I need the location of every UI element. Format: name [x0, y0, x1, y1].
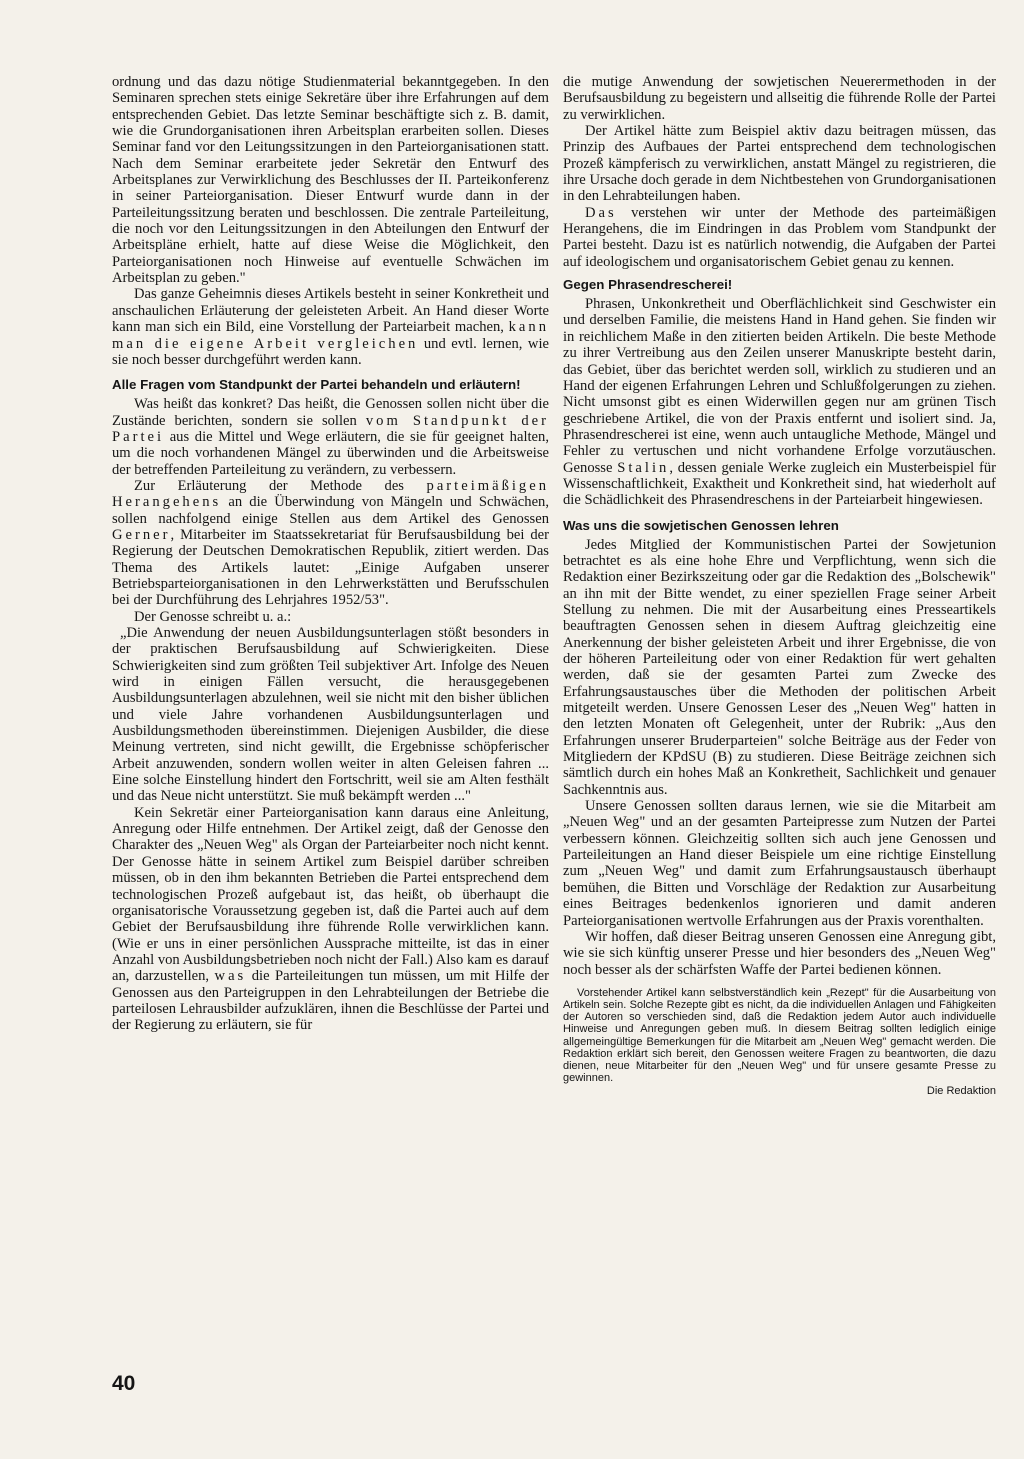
- right-column: [563, 74, 996, 1097]
- section-heading: Alle Fragen vom Standpunkt der Partei behandeln und erläutern!: [112, 377, 521, 393]
- paragraph: Jedes Mitglied der Kommunistischen Partei der Sowjetunion betrachtet es als eine hohe Ehre und Verpflichtung, wenn sich die Redaktion einer Bezirkszeitung oder gar die Redaktion des „Bolschewik" an ihn mit der Bitte wendet, zu einer speziellen Frage seiner Arbeit Stellung zu nehmen. Die mit der Ausarbeitung eines Presseartikels beauftragten Genossen sehen in diesem Auftrag gleichzeitig eine Anerkennung der bisher geleisteten Arbeit und ihrer Ergebnisse, die von der höheren Parteileitung oder von einer Redaktion für wert gehalten werden, daß sie der gesamten Partei zum Zwecke des Erfahrungsaustausches über die Methoden der politischen Arbeit mitgeteilt werden. Unsere Genossen Leser des „Neuen Weg" hatten in den letzten Monaten oft Gelegenheit, unter der Rubrik: „Aus den Erfahrungen unserer Bruderparteien" solche Beiträge aus der Feder von Mitgliedern der KPdSU (B) zu studieren. Diese Beiträge zeichnen sich sämtlich durch ein hohes Maß an Konkretheit, Sachlichkeit und genauer Sachkenntnis aus.: [563, 536, 996, 798]
- paragraph: die mutige Anwendung der sowjetischen Neuerermethoden in der Berufsausbildung zu begeistern und allseitig die führende Rolle der Partei zu verwirklichen.: [563, 74, 996, 123]
- paragraph: ordnung und das dazu nötige Studienmaterial bekanntgegeben. In den Seminaren sprechen stets einige Sekretäre über ihre Erfahrungen auf dem entsprechenden Gebiet. Das letzte Seminar beschäftigte sich z. B. damit, wie die Grundorganisationen ihren Arbeitsplan erarbeiten sollen. Dieses Seminar fand vor den Leitungssitzungen in den Parteiorganisationen statt. Nach dem Seminar erarbeitete jeder Sekretär den Entwurf des Arbeitsplanes zur Verwirklichung des Beschlusses der II. Parteikonferenz in seiner Parteiorganisation. Dieser Entwurf wurde dann in der Parteileitungssitzung beraten und beschlossen. Die zentrale Parteileitung, die noch vor den Leitungssitzungen in den Abteilungen den Entwurf der Arbeitspläne erhielt, hatte auf diese Weise die Möglichkeit, den Parteiorganisationen noch Hinweise auf eventuelle Schwächen im Arbeitsplan zu geben.": [112, 74, 549, 287]
- paragraph: Phrasen, Unkonkretheit und Oberflächlichkeit sind Geschwister ein und derselben Familie, die meistens Hand in Hand gehen. Sie finden wir in reichlichem Maße in den zitierten beiden Artikeln. Die beste Methode zu ihrer Vertreibung aus den Zeilen unserer Manuskripte besteht darin, das Gebiet, über das berichtet werden soll, wirklich zu studieren und an Hand der eigenen Erfahrungen Lehren und Schlußfolgerungen zu ziehen. Nicht umsonst gibt es einen Widerwillen gegen nur am grünen Tisch geschriebene Artikel, die von der Praxis entfernt und isoliert sind. Ja, Phrasendrescherei ist eine, wenn auch untaugliche Methode, Mängel und Fehler zu vertuschen und nicht vorhandene Erfolge vorzutäuschen. Genosse Stalin, dessen geniale Werke zugleich ein Musterbeispiel für Wissenschaftlichkeit, Exaktheit und Konkretheit sind, hat wiederholt auf die Schädlichkeit des Phrasendreschens in der Parteiarbeit hingewiesen.: [563, 296, 996, 509]
- quotation: „Die Anwendung der neuen Ausbildungsunterlagen stößt besonders in der praktischen Berufsausbildung auf Schwierigkeiten. Diese Schwierigkeiten sind zum größten Teil subjektiver Art. Infolge des Neuen wird in einigen Fällen versucht, die herausgegebenen Ausbildungsunterlagen abzulehnen, weil sie nicht mit den bisher üblichen und viele Jahre vorhandenen Ausbildungsunterlagen und Ausbildungsmethoden übereinstimmen. Diejenigen Ausbilder, die diese Meinung vertreten, sind nicht gewillt, die Ergebnisse schöpferischer Arbeit anzuwenden, sondern wollen weiter in alten Geleisen fahren ... Eine solche Einstellung hindert den Fortschritt, weil sie am Alten festhält und das Neue nicht unterstützt. Sie muß bekämpft werden ...": [112, 625, 549, 805]
- paragraph: Kein Sekretär einer Parteiorganisation kann daraus eine Anleitung, Anregung oder Hilfe entnehmen. Der Artikel zeigt, daß der Genosse den Charakter des „Neuen Weg" als Organ der Parteiarbeiter noch nicht kennt. Der Genosse hätte in seinem Artikel zum Beispiel darüber schreiben müssen, ob in den ihm bekannten Betrieben die Partei entsprechend dem technologischen Prozeß aufgebaut ist, das heißt, ob überhaupt die organisatorische Voraussetzung gegeben ist, daß die Partei auch auf dem Gebiet der Berufsausbildung ihre führende Rolle verwirklichen kann. (Wie er uns in einer persönlichen Aussprache mitteilte, ist das in einer Anzahl von Ausbildungsbetrieben noch nicht der Fall.) Also kam es darauf an, darzustellen, was die Parteileitungen tun müssen, um mit Hilfe der Genossen aus den Parteigruppen in den Lehrabteilungen der Betriebe die parteilosen Lehrausbilder aufzuklären, ihnen die Beschlüsse der Partei und der Regierung zu erläutern, sie für: [112, 804, 549, 1034]
- section-heading: Gegen Phrasendrescherei!: [563, 277, 733, 293]
- paragraph: Der Genosse schreibt u. a.:: [134, 608, 292, 625]
- paragraph: Der Artikel hätte zum Beispiel aktiv dazu beitragen müssen, das Prinzip des Aufbaues der Partei entsprechend dem technologischen Prozeß kämpferisch zu verwirklichen, anstatt Mängel zu registrieren, die ihre Ursache doch gerade in dem Nichtbestehen von Grundorganisationen in den Lehrabteilungen haben.: [563, 123, 996, 205]
- section-heading: Was uns die sowjetischen Genossen lehren: [563, 517, 839, 533]
- editorial-note: Vorstehender Artikel kann selbstverständlich kein „Rezept" für die Ausarbeitung von Artikeln sein. Solche Rezepte gibt es nicht, da die individuellen Anlagen und Fähigkeiten der Autoren so verschieden sind, daß die Redaktion jedem Autor auch individuelle Hinweise und Anregungen geben muß. In diesem Beitrag sollten lediglich einige allgemeingültige Bemerkungen für die Mitarbeit am „Neuen Weg" gemacht werden. Die Redaktion erklärt sich bereit, den Genossen weitere Fragen zu beantworten, die dazu dienen, neue Mitarbeiter für den „Neuen Weg" und für unsere gesamte Presse zu gewinnen. Die Redaktion: [563, 986, 996, 1097]
- page-number: 40: [112, 1372, 136, 1395]
- paragraph: Das ganze Geheimnis dieses Artikels besteht in seiner Konkretheit und anschaulichen Erläuterung der geleisteten Arbeit. An Hand dieser Worte kann man sich ein Bild, eine Vorstellung der Parteiarbeit machen, kann man die eigene Arbeit vergleichen und evtl. lernen, wie sie noch besser durchgeführt werden kann.: [112, 286, 549, 368]
- paragraph: Wir hoffen, daß dieser Beitrag unseren Genossen eine Anregung gibt, wie sie sich künftig unserer Presse und hier besonders des „Neuen Weg" noch besser als der schärfsten Waffe der Partei bedienen können.: [563, 928, 996, 978]
- left-column: [112, 74, 549, 1034]
- editorial-signature: Die Redaktion: [926, 1084, 996, 1097]
- paragraph: Zur Erläuterung der Methode des parteimäßigen Herangehens an die Überwindung von Mängeln und Schwächen, sollen nachfolgend einige Stellen aus dem Artikel des Genossen Gerner, Mitarbeiter im Staatssekretariat für Berufsausbildung bei der Regierung der Deutschen Demokratischen Republik, zitiert werden. Das Thema des Artikels lautet: „Einige Aufgaben unserer Betriebsparteiorganisationen in den Lehrwerkstätten und Berufsschulen bei der Durchführung des Lehrjahres 1952/53".: [112, 477, 550, 609]
- paragraph: Unsere Genossen sollten daraus lernen, wie sie die Mitarbeit am „Neuen Weg" und an der gesamten Parteipresse zum Nutzen der Partei verbessern können. Gleichzeitig sollten sich auch jene Genossen und Parteileitungen an Hand dieser Beispiele um eine richtige Einstellung zum „Neuen Weg" und damit zum Erfahrungsaustausch überhaupt bemühen, die Bitten und Vorschläge der Redaktion zur Ausarbeitung eines Beitrages bedenkenlos ignorieren und damit anderen Parteiorganisationen wertvolle Erfahrungen aus der Praxis vorenthalten.: [563, 798, 996, 929]
- paragraph: Was heißt das konkret? Das heißt, die Genossen sollen nicht über die Zustände berichten, sondern sie sollen vom Standpunkt der Partei aus die Mittel und Wege erläutern, die sie für geeignet halten, um die noch vorhandenen Mängel zu überwinden und die Arbeitsweise der betreffenden Parteileitung zu verändern, zu verbessern.: [112, 396, 549, 478]
- paragraph: Das verstehen wir unter der Methode des parteimäßigen Herangehens, die im Eindringen in das Problem vom Standpunkt der Partei besteht. Dazu ist es natürlich notwendig, die Aufgaben der Partei auf ideologischem und organisatorischem Gebiet genau zu kennen.: [563, 204, 996, 270]
